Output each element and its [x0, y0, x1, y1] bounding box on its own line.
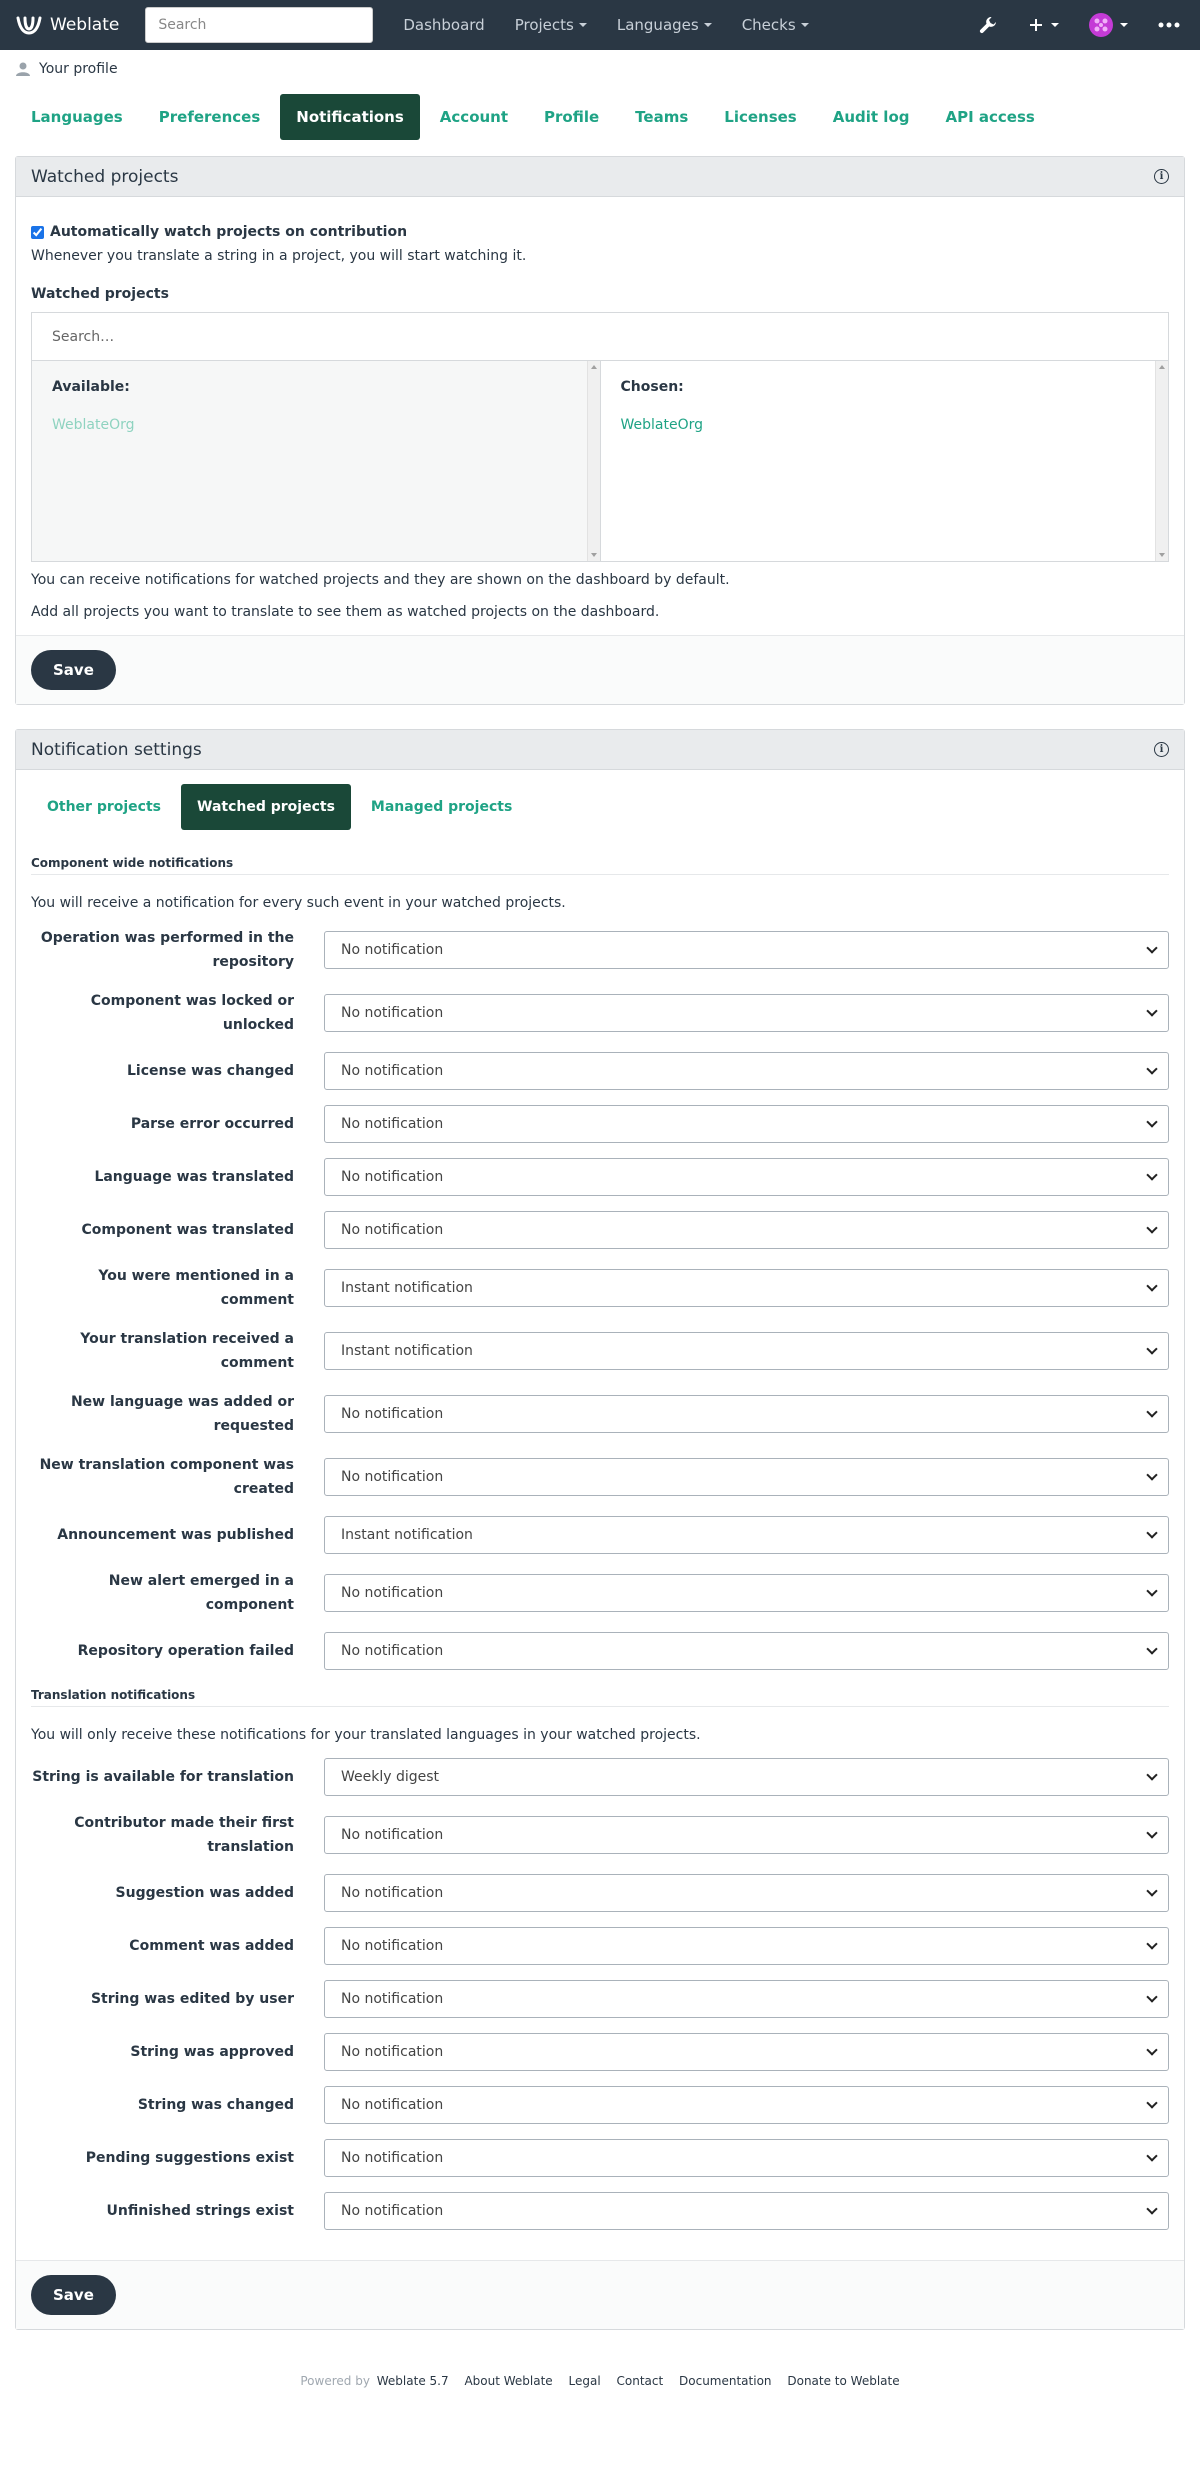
notification-frequency-select[interactable] [324, 2086, 1169, 2124]
add-menu[interactable] [1028, 17, 1059, 33]
project-multiselect [31, 312, 1169, 562]
select-value: No notification [341, 2203, 444, 2219]
available-list[interactable] [32, 361, 601, 561]
wrench-icon[interactable] [978, 15, 998, 35]
notification-row [31, 1569, 1169, 1617]
panel-title: Notification settings [31, 739, 202, 760]
list-item[interactable]: WeblateOrg [52, 417, 135, 433]
notification-row [31, 2033, 1169, 2071]
component-notifications-legend: Component wide notifications [31, 856, 1169, 875]
chevron-down-icon [1146, 1643, 1157, 1654]
component-notifications-help: You will receive a notification for every such event in your watched projects. [31, 895, 566, 911]
select-value: Instant notification [341, 1527, 473, 1543]
watched-projects-body [16, 197, 1184, 635]
watched-panel-footer [16, 635, 1184, 704]
info-icon[interactable]: i [1154, 742, 1169, 757]
notification-frequency-select[interactable] [324, 1395, 1169, 1433]
notification-frequency-select[interactable] [324, 1158, 1169, 1196]
notification-row [31, 1211, 1169, 1249]
footer-link-about[interactable]: About Weblate [464, 2374, 553, 2388]
top-navbar [0, 0, 1200, 50]
notification-label: Operation was performed in the repository [40, 930, 294, 970]
watched-projects-heading [16, 157, 1184, 197]
notification-frequency-select[interactable] [324, 2139, 1169, 2177]
notification-row [31, 1264, 1169, 1312]
notification-label: Component was locked or unlocked [90, 993, 294, 1033]
chevron-down-icon [1146, 1769, 1157, 1780]
notification-frequency-select[interactable] [324, 1980, 1169, 2018]
notification-label: String was changed [137, 2097, 294, 2113]
nav-languages-label: Languages [616, 16, 699, 34]
scrollbar[interactable] [587, 361, 600, 561]
select-value: No notification [341, 1643, 444, 1659]
notification-frequency-select[interactable] [324, 1632, 1169, 1670]
notification-label: Contributor made their first translation [74, 1815, 294, 1855]
notification-row [31, 2139, 1169, 2177]
tab-watched-projects[interactable]: Watched projects [181, 784, 351, 830]
more-menu-icon[interactable] [1158, 22, 1180, 28]
profile-tabs [0, 88, 1200, 146]
tab-api-access[interactable]: API access [945, 108, 1035, 126]
notification-row [31, 1758, 1169, 1796]
notification-row [31, 1453, 1169, 1501]
notification-row [31, 1327, 1169, 1375]
tab-profile[interactable]: Profile [544, 108, 600, 126]
tab-notifications[interactable]: Notifications [280, 94, 420, 140]
notification-row [31, 1516, 1169, 1554]
user-menu[interactable] [1089, 13, 1128, 37]
nav-checks-label: Checks [741, 16, 796, 34]
available-label: Available: [52, 379, 130, 395]
notification-row [31, 1874, 1169, 1912]
chevron-down-icon [1146, 2203, 1157, 2214]
notification-label: Unfinished strings exist [106, 2203, 294, 2219]
tab-languages[interactable]: Languages [31, 108, 123, 126]
chevron-down-icon [579, 23, 587, 27]
footer-version-link[interactable]: Weblate 5.7 [376, 2374, 449, 2388]
select-value: No notification [341, 1222, 444, 1238]
select-value: No notification [341, 2150, 444, 2166]
select-value: No notification [341, 1063, 444, 1079]
chevron-down-icon [1146, 1222, 1157, 1233]
translation-notifications-help: You will only receive these notifications for your translated languages in your watched projects. [31, 1727, 701, 1743]
scrollbar[interactable] [1155, 361, 1168, 561]
notification-label: Suggestion was added [115, 1885, 294, 1901]
notification-label: String was approved [130, 2044, 294, 2060]
chevron-down-icon [1146, 1406, 1157, 1417]
auto-watch-checkbox[interactable] [31, 226, 44, 239]
tab-licenses[interactable]: Licenses [724, 108, 797, 126]
notification-settings-body [16, 770, 1184, 2245]
save-button[interactable]: Save [31, 2275, 116, 2315]
notification-row [31, 1052, 1169, 1090]
notification-frequency-select[interactable] [324, 1758, 1169, 1796]
notification-label: Announcement was published [57, 1527, 294, 1543]
chevron-down-icon [1146, 1527, 1157, 1538]
chevron-down-icon [1146, 1469, 1157, 1480]
footer-link-documentation[interactable]: Documentation [679, 2374, 772, 2388]
notification-label: String was edited by user [90, 1991, 294, 2007]
notification-row [31, 1980, 1169, 2018]
chevron-down-icon [1120, 23, 1128, 27]
notification-label: New alert emerged in a component [108, 1573, 294, 1613]
select-value: No notification [341, 1116, 444, 1132]
notification-frequency-select[interactable] [324, 1874, 1169, 1912]
notification-label: New language was added or requested [70, 1394, 294, 1434]
info-icon[interactable]: i [1154, 169, 1169, 184]
panel-title: Watched projects [31, 166, 179, 187]
auto-watch-label: Automatically watch projects on contribution [50, 224, 408, 240]
tab-audit-log[interactable]: Audit log [832, 108, 910, 126]
chevron-down-icon [1146, 1885, 1157, 1896]
notification-label: New translation component was created [39, 1457, 294, 1497]
notification-frequency-select[interactable] [324, 994, 1169, 1032]
notification-scope-tabs [31, 784, 1169, 834]
component-notification-rows [31, 926, 1169, 1670]
notification-frequency-select[interactable] [324, 1105, 1169, 1143]
user-icon [15, 61, 31, 77]
watched-projects-panel [15, 156, 1185, 705]
notification-label: Component was translated [81, 1222, 294, 1238]
notification-label: You were mentioned in a comment [98, 1268, 294, 1308]
brand-name: Weblate [50, 15, 120, 35]
chevron-down-icon [1051, 23, 1059, 27]
notification-row [31, 1105, 1169, 1143]
select-value: Weekly digest [341, 1769, 440, 1785]
notification-frequency-select[interactable] [324, 1332, 1169, 1370]
avatar [1089, 13, 1113, 37]
chevron-down-icon [1146, 1280, 1157, 1291]
chevron-down-icon [1146, 1585, 1157, 1596]
watched-projects-label: Watched projects [31, 286, 169, 302]
nav-checks[interactable] [727, 16, 824, 34]
notification-row [31, 1158, 1169, 1196]
notification-row [31, 2086, 1169, 2124]
notification-frequency-select[interactable] [324, 2033, 1169, 2071]
weblate-logo-icon [16, 15, 42, 35]
footer-link-contact[interactable]: Contact [616, 2374, 664, 2388]
notification-frequency-select[interactable] [324, 1052, 1169, 1090]
select-value: No notification [341, 1469, 444, 1485]
watched-help-2: Add all projects you want to translate to see them as watched projects on the dashboard. [31, 604, 660, 620]
select-value: No notification [341, 2044, 444, 2060]
auto-watch-checkbox-row[interactable] [31, 224, 1169, 240]
select-value: No notification [341, 1827, 444, 1843]
select-value: No notification [341, 1406, 444, 1422]
select-value: No notification [341, 2097, 444, 2113]
chevron-down-icon [801, 23, 809, 27]
chevron-down-icon [1146, 1938, 1157, 1949]
notification-settings-panel [15, 729, 1185, 2330]
plus-icon [1028, 17, 1044, 33]
chosen-list[interactable] [601, 361, 1169, 561]
chevron-down-icon [704, 23, 712, 27]
footer-link-donate[interactable]: Donate to Weblate [787, 2374, 900, 2388]
chevron-down-icon [1146, 2150, 1157, 2161]
select-value: Instant notification [341, 1280, 473, 1296]
notification-frequency-select[interactable] [324, 1516, 1169, 1554]
page-footer [0, 2374, 1200, 2484]
notification-panel-footer [16, 2260, 1184, 2329]
notification-frequency-select[interactable] [324, 1211, 1169, 1249]
tab-other-projects[interactable]: Other projects [47, 799, 161, 815]
select-value: No notification [341, 1169, 444, 1185]
nav-dashboard[interactable]: Dashboard [403, 16, 485, 34]
powered-by-label: Powered by [300, 2374, 370, 2388]
notification-label: Comment was added [129, 1938, 294, 1954]
notification-label: Repository operation failed [77, 1643, 294, 1659]
notification-label: Language was translated [94, 1169, 294, 1185]
tab-teams[interactable]: Teams [635, 108, 689, 126]
tab-preferences[interactable]: Preferences [158, 108, 261, 126]
project-search-input[interactable]: Search… [32, 313, 1168, 361]
nav-languages[interactable] [602, 16, 727, 34]
notification-frequency-select[interactable] [324, 1269, 1169, 1307]
translation-notification-rows [31, 1758, 1169, 2230]
nav-projects[interactable] [500, 16, 602, 34]
select-value: Instant notification [341, 1343, 473, 1359]
notification-frequency-select[interactable] [324, 1458, 1169, 1496]
select-value: No notification [341, 1005, 444, 1021]
notification-settings-heading [16, 730, 1184, 770]
notification-row [31, 926, 1169, 974]
translation-notifications-legend: Translation notifications [31, 1688, 1169, 1707]
footer-link-legal[interactable]: Legal [568, 2374, 601, 2388]
select-value: No notification [341, 1885, 444, 1901]
chevron-down-icon [1146, 1063, 1157, 1074]
select-value: No notification [341, 1938, 444, 1954]
notification-frequency-select[interactable] [324, 1927, 1169, 1965]
list-item[interactable]: WeblateOrg [620, 417, 704, 433]
notification-row [31, 1390, 1169, 1438]
chevron-down-icon [1146, 1005, 1157, 1016]
chevron-down-icon [1146, 1343, 1157, 1354]
notification-frequency-select[interactable] [324, 2192, 1169, 2230]
notification-label: Your translation received a comment [80, 1331, 294, 1371]
auto-watch-help: Whenever you translate a string in a project, you will start watching it. [31, 248, 527, 264]
chevron-down-icon [1146, 1169, 1157, 1180]
tab-managed-projects[interactable]: Managed projects [370, 799, 513, 815]
notification-label: Pending suggestions exist [85, 2150, 294, 2166]
notification-row [31, 1811, 1169, 1859]
page-title: Your profile [39, 61, 118, 77]
chevron-down-icon [1146, 2044, 1157, 2055]
nav-projects-label: Projects [514, 16, 574, 34]
brand[interactable] [16, 15, 119, 35]
save-button[interactable]: Save [31, 650, 116, 690]
select-value: No notification [341, 1991, 444, 2007]
notification-label: License was changed [127, 1063, 294, 1079]
notification-row [31, 1927, 1169, 1965]
chosen-label: Chosen: [620, 379, 684, 395]
notification-frequency-select[interactable] [324, 931, 1169, 969]
select-value: No notification [341, 942, 444, 958]
chevron-down-icon [1146, 1116, 1157, 1127]
tab-account[interactable]: Account [439, 108, 509, 126]
chevron-down-icon [1146, 942, 1157, 953]
notification-row [31, 2192, 1169, 2230]
breadcrumb [0, 50, 1200, 88]
notification-row [31, 1632, 1169, 1670]
chevron-down-icon [1146, 1991, 1157, 2002]
select-value: No notification [341, 1585, 444, 1601]
notification-label: String is available for translation [32, 1769, 294, 1785]
notification-frequency-select[interactable] [324, 1816, 1169, 1854]
chevron-down-icon [1146, 1827, 1157, 1838]
watched-help-1: You can receive notifications for watched projects and they are shown on the dashboard by default. [31, 572, 730, 588]
notification-row [31, 989, 1169, 1037]
notification-frequency-select[interactable] [324, 1574, 1169, 1612]
multiselect-columns [32, 361, 1168, 561]
search-input[interactable] [145, 7, 373, 43]
notification-label: Parse error occurred [130, 1116, 294, 1132]
chevron-down-icon [1146, 2097, 1157, 2108]
